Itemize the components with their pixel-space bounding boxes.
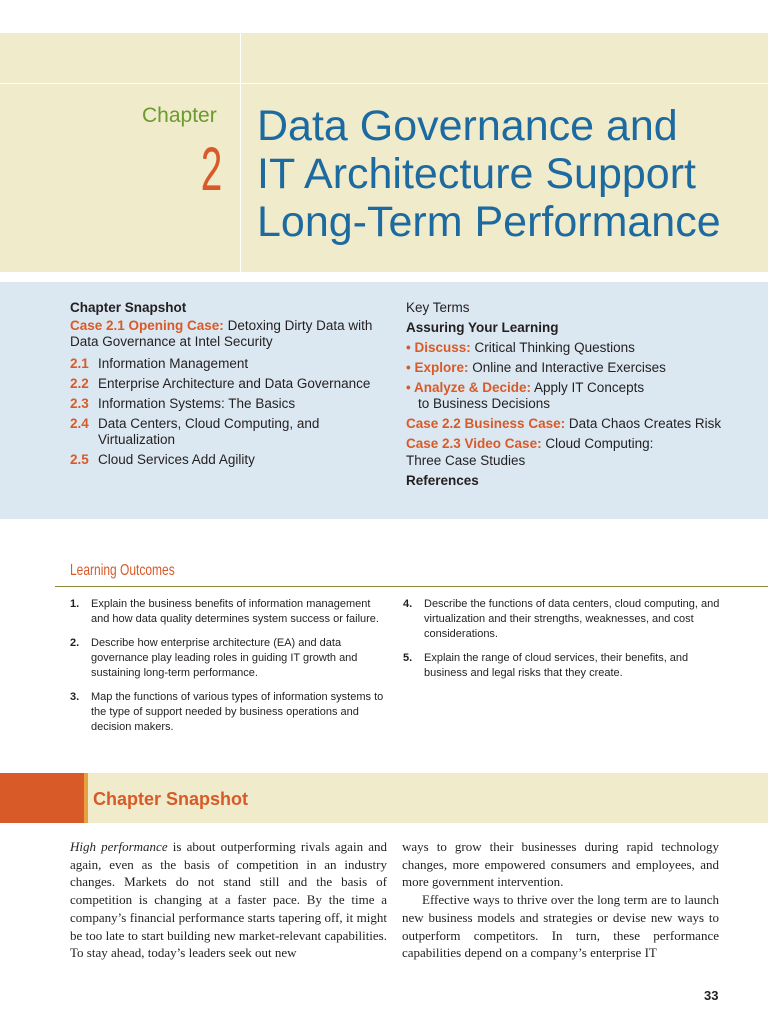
chapter-header	[0, 84, 768, 272]
section-number: 2.4	[70, 416, 89, 431]
section-item	[70, 396, 390, 412]
band-divider	[240, 33, 241, 83]
section-number: 2.1	[70, 356, 89, 371]
learning-outcomes-left	[70, 597, 390, 744]
section-number: 2.5	[70, 452, 89, 467]
case-label: Case 2.3 Video Case:	[406, 436, 542, 451]
bullet-explore	[406, 358, 746, 378]
section-title: Data Centers, Cloud Computing, and Virtualization	[98, 416, 320, 447]
chapter-label: Chapter	[142, 104, 217, 127]
outcome-number: 2.	[70, 637, 80, 649]
outcome-text: Describe the functions of data centers, cloud computing, and virtualization and their strengths, weaknesses, and cost considerations.	[424, 598, 720, 640]
outcome-number: 1.	[70, 598, 80, 610]
snapshot-heading: Chapter Snapshot	[70, 300, 187, 315]
chapter-title-line: Data Governance and	[257, 102, 678, 150]
bullet-analyze-continued: to Business Decisions	[418, 396, 551, 411]
section-title: Information Systems: The Basics	[98, 396, 296, 411]
opening-case-text: Detoxing Dirty Data with Data Governance at Intel Security	[70, 318, 373, 349]
bullet-text: Critical Thinking Questions	[474, 340, 635, 355]
bullet-label: • Discuss:	[406, 340, 471, 355]
outcome-text: Explain the range of cloud services, their benefits, and business and legal risks that they create.	[424, 652, 689, 679]
outcome-number: 3.	[70, 691, 80, 703]
snapshot-left-column	[70, 300, 390, 472]
outcome-text: Explain the business benefits of information management and how data quality determines system success or failure.	[91, 598, 379, 625]
key-terms: Key Terms	[406, 300, 470, 315]
case-text: Data Chaos Creates Risk	[568, 416, 722, 431]
chapter-title-line: Long-Term Performance	[257, 198, 721, 246]
snapshot-right-column	[406, 298, 746, 491]
body-paragraph: Effective ways to thrive over the long term are to launch new business models and strategies or devise new ways to outperform competitors. In turn, these performance capabilities depend on a company’s enterprise IT	[402, 892, 719, 961]
case-label: Case 2.2 Business Case:	[406, 416, 566, 431]
chapter-title-line: IT Architecture Support	[257, 150, 696, 198]
section-item	[70, 376, 390, 392]
paragraph-text: is about outperforming rivals again and again, even as the basis of competition in an industry changes. Markets do not stand still and the basis of competition is changing at a faster pace. By the time a company’s financial performance starts tapering off, it might be too late to start building new market-relevant capabilities. To stay ahead, today’s leaders seek out new	[70, 839, 387, 961]
section-item	[70, 452, 390, 468]
header-divider	[240, 84, 241, 272]
bullet-text: Apply IT Concepts	[534, 380, 645, 395]
outcome-item	[70, 636, 390, 681]
italic-phrase: High performance	[70, 839, 168, 854]
opening-case	[70, 318, 390, 350]
outcome-text: Describe how enterprise architecture (EA) and data governance play leading roles in guiding IT growth and sustaining long-term performance.	[91, 637, 358, 679]
section-title: Information Management	[98, 356, 249, 371]
bullet-discuss	[406, 338, 746, 358]
outcome-item	[70, 597, 390, 627]
page-number: 33	[704, 988, 719, 1003]
bullet-analyze	[406, 378, 746, 398]
body-paragraph	[70, 838, 387, 962]
outcome-item	[70, 690, 390, 735]
section-number: 2.3	[70, 396, 89, 411]
learning-outcomes-rule	[55, 586, 768, 587]
opening-case-label: Case 2.1 Opening Case:	[70, 318, 224, 333]
assuring-your-learning: Assuring Your Learning	[406, 320, 559, 335]
outcome-item	[403, 597, 723, 642]
section-item	[70, 356, 390, 372]
section-title: Enterprise Architecture and Data Governance	[98, 376, 371, 391]
body-column-right	[402, 838, 719, 962]
outcome-number: 5.	[403, 652, 413, 664]
references: References	[406, 473, 479, 488]
section-number: 2.2	[70, 376, 89, 391]
body-column-left	[70, 838, 387, 962]
bullet-label: • Analyze & Decide:	[406, 380, 532, 395]
chapter-title	[257, 102, 721, 246]
outcome-item	[403, 651, 723, 681]
section-heading-band	[0, 773, 768, 823]
section-title: Cloud Services Add Agility	[98, 452, 255, 467]
top-band	[0, 33, 768, 84]
learning-outcomes-title: Learning Outcomes	[70, 562, 175, 579]
chapter-number: 2	[200, 138, 224, 210]
outcome-text: Map the functions of various types of information systems to the type of support needed by business operations and decision makers.	[91, 691, 384, 733]
case-2-3-continued: Three Case Studies	[406, 453, 526, 468]
section-title: Chapter Snapshot	[93, 789, 249, 809]
case-text: Cloud Computing:	[545, 436, 654, 451]
learning-outcomes-right	[403, 597, 723, 690]
bullet-label: • Explore:	[406, 360, 469, 375]
bullet-text: Online and Interactive Exercises	[472, 360, 666, 375]
case-2-2	[406, 414, 746, 434]
section-accent-block	[0, 773, 84, 823]
chapter-snapshot-box	[0, 282, 768, 519]
section-item	[70, 416, 390, 448]
section-accent-stripe	[84, 773, 88, 823]
body-paragraph: ways to grow their businesses during rapid technology changes, more empowered consumers and employees, and more government intervention.	[402, 839, 719, 890]
outcome-number: 4.	[403, 598, 413, 610]
